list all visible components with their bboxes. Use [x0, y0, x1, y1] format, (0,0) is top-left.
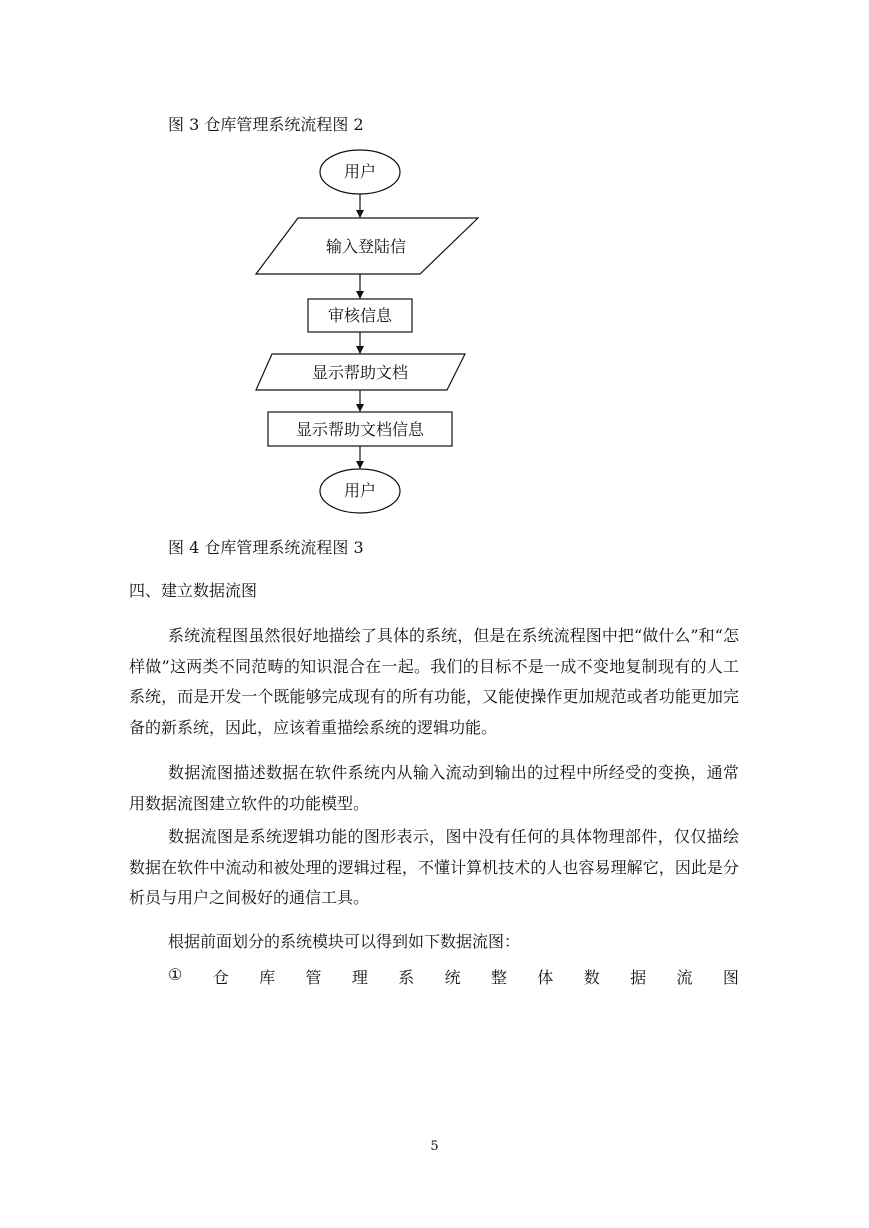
show-doc-label: 显示帮助文档 [311, 363, 409, 382]
paragraph-4: 根据前面划分的系统模块可以得到如下数据流图： [168, 932, 521, 951]
figure-3-caption: 图 3 仓库管理系统流程图 2 [168, 115, 364, 134]
spaced-char: 仓 [212, 968, 229, 987]
spaced-char: 系 [398, 968, 415, 987]
spaced-char: 图 [722, 968, 739, 987]
section-heading: 四、建立数据流图 [129, 581, 258, 600]
spaced-heading-line [168, 965, 739, 988]
spaced-char: 整 [490, 968, 507, 987]
input-label: 输入登陆信 [325, 237, 407, 256]
spaced-char: 体 [537, 968, 554, 987]
spaced-char: 据 [630, 968, 647, 987]
page-number: 5 [430, 1139, 439, 1154]
figure-4-caption: 图 4 仓库管理系统流程图 3 [168, 538, 364, 557]
spaced-char: 统 [444, 968, 461, 987]
spaced-char: ① [168, 965, 183, 984]
end-label: 用户 [343, 481, 377, 500]
start-label: 用户 [343, 162, 377, 181]
paragraph-2: 数据流图描述数据在软件系统内从输入流动到输出的过程中所经受的变换，通常用数据流图建立软件的功能模型。 [129, 763, 739, 813]
paragraph-1: 系统流程图虽然很好地描绘了具体的系统，但是在系统流程图中把“做什么”和“怎样做”这两类不同范畴的知识混合在一起。我们的目标不是一成不变地复制现有的人工系统，而是开发一个既能够完成现有的所有功能，又能使操作更加规范或者功能更加完备的新系统，因此，应该着重描绘系统的逻辑功能。 [129, 626, 739, 737]
spaced-char: 管 [305, 968, 322, 987]
spaced-char: 流 [676, 968, 693, 987]
paragraph-3: 数据流图是系统逻辑功能的图形表示，图中没有任何的具体物理部件，仅仅描绘数据在软件中流动和被处理的逻辑过程，不懂计算机技术的人也容易理解它，因此是分析员与用户之间极好的通信工具。 [129, 827, 739, 908]
spaced-char: 库 [259, 968, 276, 987]
spaced-char: 数 [583, 968, 600, 987]
spaced-char: 理 [351, 968, 368, 987]
verify-label: 审核信息 [327, 306, 393, 325]
show-doc-info-label: 显示帮助文档信息 [295, 420, 425, 439]
